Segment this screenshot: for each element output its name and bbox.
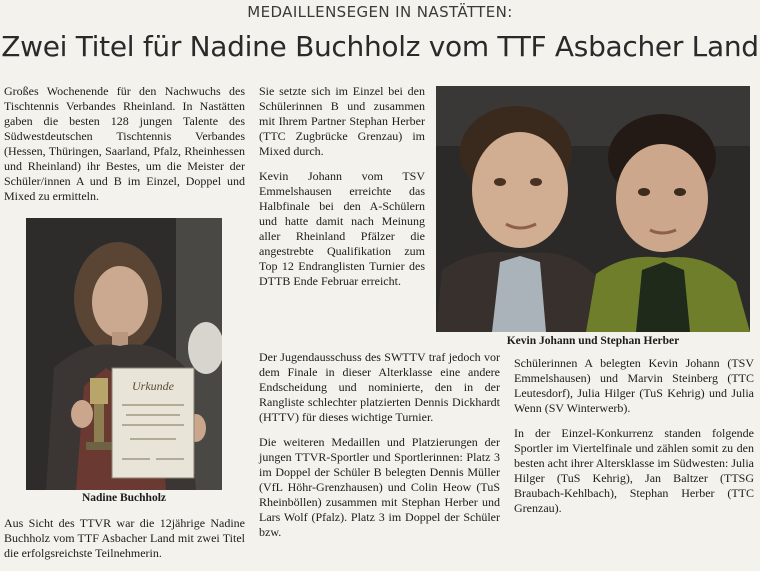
certificate-title: Urkunde [132,379,174,393]
paragraph: Der Jugendausschuss des SWTTV traf jedoch vor dem Finale in dieser Alterklasse eine andere Endscheidung und nominierte, den in der Rangliste schlechter platzierten Dennis Dickhardt (HTTV) für dieses wichtige Turnier. [259,350,500,424]
paragraph: In der Einzel-Konkurrenz standen folgende Sportler im Viertelfinale und zählen somit zu den besten acht ihrer Altersklasse im Südwesten: Julia Hilger (TuS Kehrig), Jan Baltzer (TTSG Braubach-Kehlbach), Stephan Herber (TTC Grenzau). [514,426,754,515]
photo-caption-kevin-stephan: Kevin Johann und Stephan Herber [506,335,680,347]
column-2-lower [259,350,500,550]
photo-nadine-buchholz [26,218,222,490]
paragraph: Großes Wochenende für den Nachwuchs des Tischtennis Verbandes Rheinland. In Nastätten gaben die besten 128 jungen Talente des Südwestdeutschen Tischtennis Verbandes (Hessen, Thüringen, Saarland, Pfalz, Rheinhessen und Rheinland) ihr Bestes, um die Meister der Schüler/innen A und B im Einzel, Doppel und Mixed zu ermitteln. [4,84,245,203]
headline: Zwei Titel für Nadine Buchholz vom TTF Asbacher Land [1,30,759,63]
column-1-closing [4,516,245,571]
photo-kevin-johann-stephan-herber [436,86,750,332]
kicker: MEDAILLENSEGEN IN NASTÄTTEN: [247,3,513,21]
photo-illustration [436,86,750,332]
photo-illustration [26,218,222,490]
paragraph: Schülerinnen A belegten Kevin Johann (TSV Emmelshausen) und Marvin Steinberg (TTC Leutesdorf), Julia Hilger (TuS Kehrig) und Julia Wenn (SV Winterwerb). [514,356,754,415]
paragraph: Sie setzte sich im Einzel bei den Schülerinnen B und zusammen mit Ihrem Partner Stephan Herber (TTC Zugbrücke Grenzau) im Mixed durch. [259,84,425,158]
paragraph: Aus Sicht des TTVR war die 12jährige Nadine Buchholz vom TTF Asbacher Land mit zwei Titel die erfolgsreichste Teilnehmerin. [4,516,245,560]
column-3 [514,356,754,526]
photo-caption-nadine: Nadine Buchholz [81,492,167,504]
paragraph: Die weiteren Medaillen und Platzierungen der jungen TTVR-Sportler und Sportlerinnen: Platz 3 im Doppel der Schüler B belegten Dennis Müller (VfL Höhr-Grenzhausen) und Colin Heow (TuS Rheinböllen) zusammen mit Stephan Herber und Lars Wolf (Pfalz). Platz 3 im Doppel der Schüler bzw. [259,435,500,539]
column-2 [259,84,425,299]
column-1-intro [4,84,245,214]
paragraph: Kevin Johann vom TSV Emmelshausen erreichte das Halbfinale bei den A-Schülern und hatte damit nach Meinung aller Rheinland Pfälzer die angestrebte Qualifikation zum Top 12 Endranglisten Turnier des DTTB Ende Februar erreicht. [259,169,425,288]
